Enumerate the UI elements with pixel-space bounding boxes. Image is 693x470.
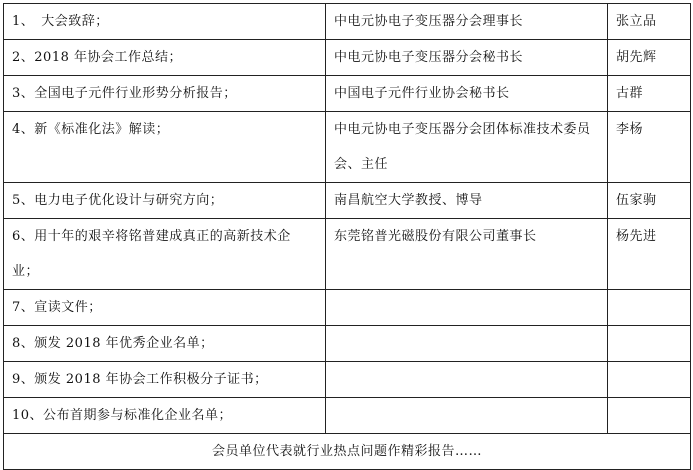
speaker-name (608, 290, 691, 326)
speaker-title: 中电元协电子变压器分会团体标准技术委员会、主任 (326, 112, 608, 183)
speaker-name (608, 326, 691, 362)
speaker-name: 杨先进 (608, 219, 691, 290)
speaker-title: 中国电子元件行业协会秘书长 (326, 76, 608, 112)
agenda-item: 7、宣读文件； (4, 290, 326, 326)
speaker-name (608, 398, 691, 434)
speaker-title (326, 398, 608, 434)
speaker-title (326, 362, 608, 398)
speaker-name: 古群 (608, 76, 691, 112)
agenda-item: 9、颁发 2018 年协会工作积极分子证书； (4, 362, 326, 398)
speaker-name: 胡先辉 (608, 40, 691, 76)
table-footer-row (4, 434, 691, 470)
agenda-item: 4、新《标准化法》解读； (4, 112, 326, 183)
agenda-item: 6、用十年的艰辛将铭普建成真正的高新技术企业； (4, 219, 326, 290)
speaker-title: 中电元协电子变压器分会秘书长 (326, 40, 608, 76)
table-row (4, 326, 691, 362)
agenda-item: 10、公布首期参与标准化企业名单； (4, 398, 326, 434)
speaker-title (326, 326, 608, 362)
speaker-title: 中电元协电子变压器分会理事长 (326, 4, 608, 40)
speaker-name: 伍家驹 (608, 183, 691, 219)
speaker-name: 李杨 (608, 112, 691, 183)
speaker-title (326, 290, 608, 326)
table-row (4, 290, 691, 326)
table-row (4, 398, 691, 434)
agenda-item: 5、电力电子优化设计与研究方向； (4, 183, 326, 219)
agenda-item: 8、颁发 2018 年优秀企业名单； (4, 326, 326, 362)
agenda-item: 2、2018 年协会工作总结； (4, 40, 326, 76)
speaker-name: 张立品 (608, 4, 691, 40)
speaker-name (608, 362, 691, 398)
footer-note: 会员单位代表就行业热点问题作精彩报告…… (4, 434, 691, 470)
table-row (4, 183, 691, 219)
table-row (4, 76, 691, 112)
agenda-item: 3、全国电子元件行业形势分析报告； (4, 76, 326, 112)
agenda-item: 1、 大会致辞； (4, 4, 326, 40)
agenda-table (3, 3, 691, 470)
table-row (4, 4, 691, 40)
table-row (4, 112, 691, 183)
speaker-title: 东莞铭普光磁股份有限公司董事长 (326, 219, 608, 290)
table-row (4, 40, 691, 76)
table-row (4, 219, 691, 290)
table-row (4, 362, 691, 398)
speaker-title: 南昌航空大学教授、博导 (326, 183, 608, 219)
